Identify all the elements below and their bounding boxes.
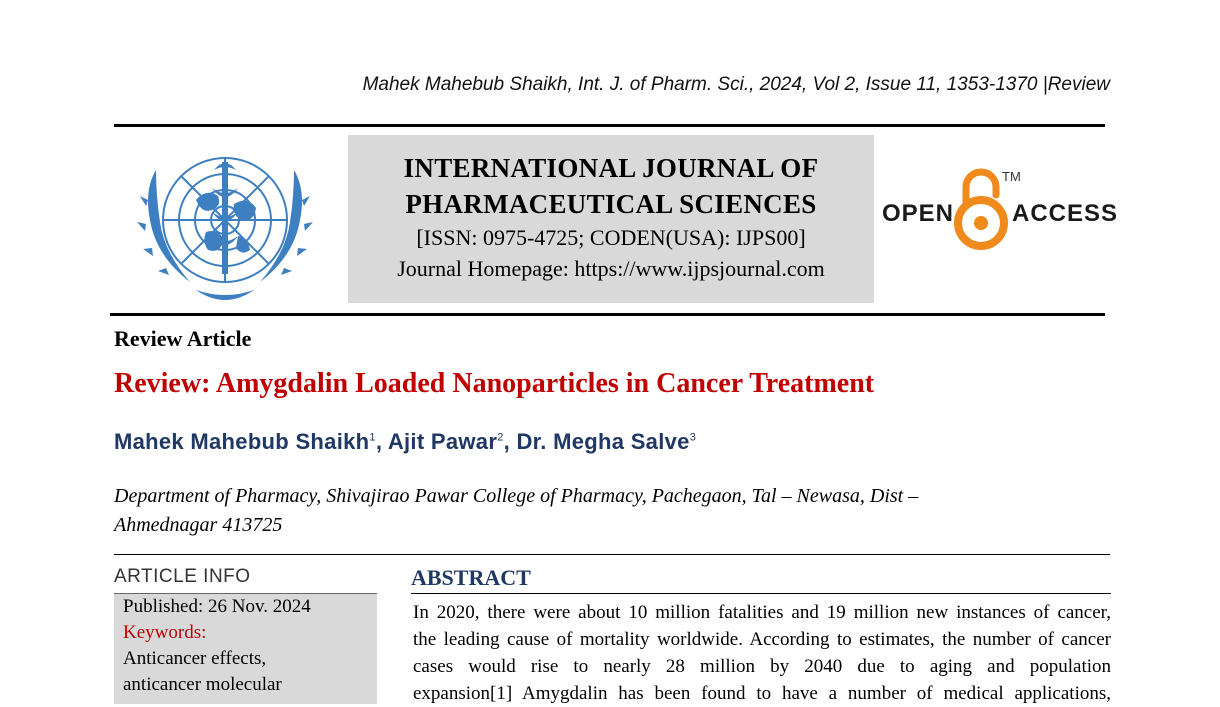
- journal-masthead: [348, 135, 874, 303]
- author-list: [114, 429, 696, 455]
- keywords-line: Anticancer effects,: [123, 648, 267, 669]
- article-info-box: [114, 593, 377, 704]
- section-divider: [114, 554, 1110, 555]
- affiliation-line: Ahmednagar 413725: [114, 514, 283, 536]
- header-bottom-rule: [110, 313, 1105, 316]
- author-affiliation-number: 1: [369, 431, 376, 444]
- abstract-line: cases would rise to nearly 28 million by 2040 due to aging and population: [413, 656, 1111, 677]
- article-title: Review: Amygdalin Loaded Nanoparticles in Cancer Treatment: [114, 368, 875, 399]
- author-name: Ajit Pawar: [387, 429, 498, 454]
- article-info-heading: ARTICLE INFO: [114, 566, 251, 587]
- abstract-line: the leading cause of mortality worldwide. According to estimates, the number of cancer: [413, 629, 1111, 650]
- trademark-mark: TM: [1002, 169, 1021, 184]
- author-name: Mahek Mahebub Shaikh: [114, 429, 370, 454]
- author-affiliation-number: 3: [689, 431, 697, 444]
- keywords-label: Keywords:: [123, 622, 207, 643]
- open-access-logo: [880, 165, 1119, 255]
- affiliation-line: Department of Pharmacy, Shivajirao Pawar College of Pharmacy, Pachegaon, Tal – Newasa, Dist –: [114, 485, 919, 507]
- author-separator: ,: [503, 429, 517, 454]
- running-head: Mahek Mahebub Shaikh, Int. J. of Pharm. Sci., 2024, Vol 2, Issue 11, 1353-1370 |Review: [362, 74, 1110, 95]
- open-access-word1: OPEN: [882, 200, 955, 227]
- journal-issn: [ISSN: 0975-4725; CODEN(USA): IJPS00]: [416, 225, 806, 250]
- article-type: Review Article: [114, 326, 252, 351]
- abstract-line: expansion[1] Amygdalin has been found to have a number of medical applications,: [413, 683, 1111, 704]
- abstract-body: [413, 599, 1111, 707]
- abstract-line: In 2020, there were about 10 million fatalities and 19 million new instances of cancer,: [413, 602, 1111, 623]
- abstract-rule: [411, 593, 1111, 594]
- keywords-line: anticancer molecular: [123, 674, 282, 695]
- author-separator: ,: [375, 429, 388, 454]
- journal-name-line1: INTERNATIONAL JOURNAL OF: [403, 153, 819, 183]
- un-emblem-icon: [126, 140, 324, 306]
- journal-name-line2: PHARMACEUTICAL SCIENCES: [405, 189, 817, 219]
- open-access-word2: ACCESS: [1012, 200, 1119, 227]
- author-name: Dr. Megha Salve: [516, 429, 690, 454]
- affiliation: [114, 482, 1074, 540]
- abstract-heading: ABSTRACT: [411, 565, 531, 590]
- author-affiliation-number: 2: [497, 431, 504, 444]
- journal-homepage: Journal Homepage: https://www.ijpsjournal.com: [397, 256, 825, 281]
- published-date: Published: 26 Nov. 2024: [123, 596, 311, 617]
- header-top-rule: [114, 124, 1105, 127]
